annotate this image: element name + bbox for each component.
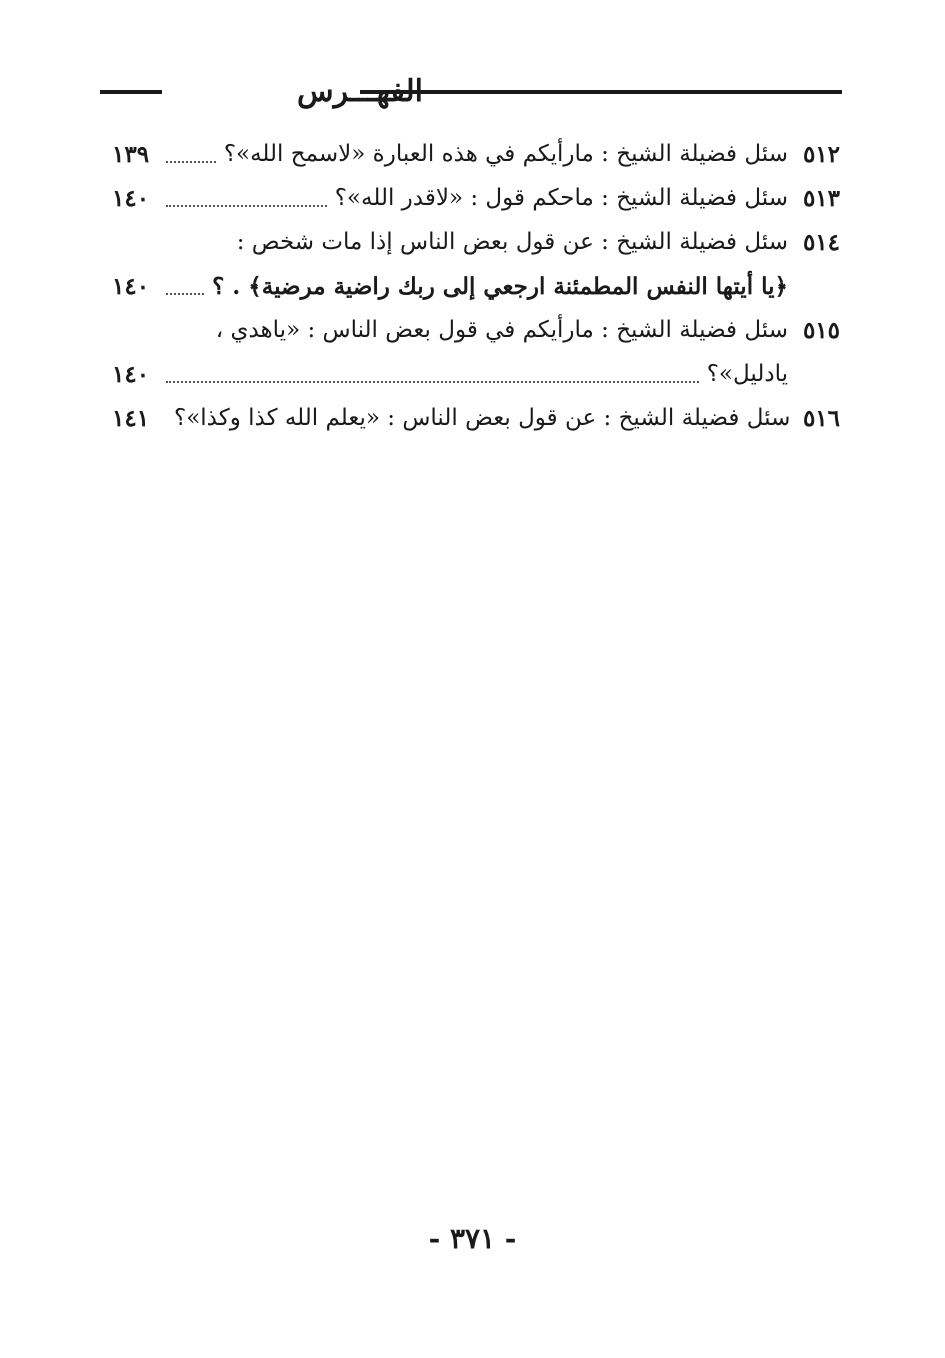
- entry-number: ٥١٣: [802, 184, 840, 212]
- dot-leader: [166, 293, 204, 295]
- entry-page: ١٤٠: [112, 360, 150, 388]
- toc-entry-513: [112, 176, 840, 220]
- entry-page: ١٤٠: [112, 184, 150, 212]
- toc-entry-514-continuation: [112, 264, 840, 308]
- dot-leader: [166, 205, 327, 207]
- index-header: [100, 72, 842, 112]
- entry-page: ١٤٠: [112, 272, 150, 300]
- entry-number: ٥١٥: [802, 316, 840, 344]
- table-of-contents: [112, 132, 840, 440]
- entry-page: ١٣٩: [112, 140, 150, 168]
- entry-title: سئل فضيلة الشيخ : عن قول بعض الناس إذا مات شخص :: [236, 229, 788, 255]
- header-title: الفهـــرس: [296, 74, 424, 109]
- dot-leader: [166, 381, 699, 383]
- header-rule-left: [100, 90, 162, 94]
- toc-entry-515-continuation: [112, 352, 840, 396]
- entry-title-continuation: يادليل»؟: [706, 361, 788, 387]
- entry-number: ٥١٤: [802, 228, 840, 256]
- entry-page: ١٤١: [112, 404, 150, 432]
- toc-entry-512: [112, 132, 840, 176]
- dot-leader: [166, 161, 216, 163]
- toc-entry-515: [112, 308, 840, 352]
- entry-title: سئل فضيلة الشيخ : عن قول بعض الناس : «يعلم الله كذا وكذا»؟: [174, 405, 791, 431]
- entry-number: ٥١٢: [802, 140, 840, 168]
- page-number: - ٣٧١ -: [428, 1222, 517, 1255]
- entry-title: سئل فضيلة الشيخ : مارأيكم في هذه العبارة «لاسمح الله»؟: [223, 141, 788, 167]
- entry-title: سئل فضيلة الشيخ : مارأيكم في قول بعض الناس : «ياهدي ،: [215, 317, 788, 343]
- entry-number: ٥١٦: [802, 404, 840, 432]
- entry-title: سئل فضيلة الشيخ : ماحكم قول : «لاقدر الله»؟: [334, 185, 788, 211]
- toc-entry-514: [112, 220, 840, 264]
- entry-title-continuation: ﴿يا أيتها النفس المطمئنة ارجعي إلى ربك راضية مرضية﴾ . ؟: [212, 272, 788, 300]
- toc-entry-516: [112, 396, 840, 440]
